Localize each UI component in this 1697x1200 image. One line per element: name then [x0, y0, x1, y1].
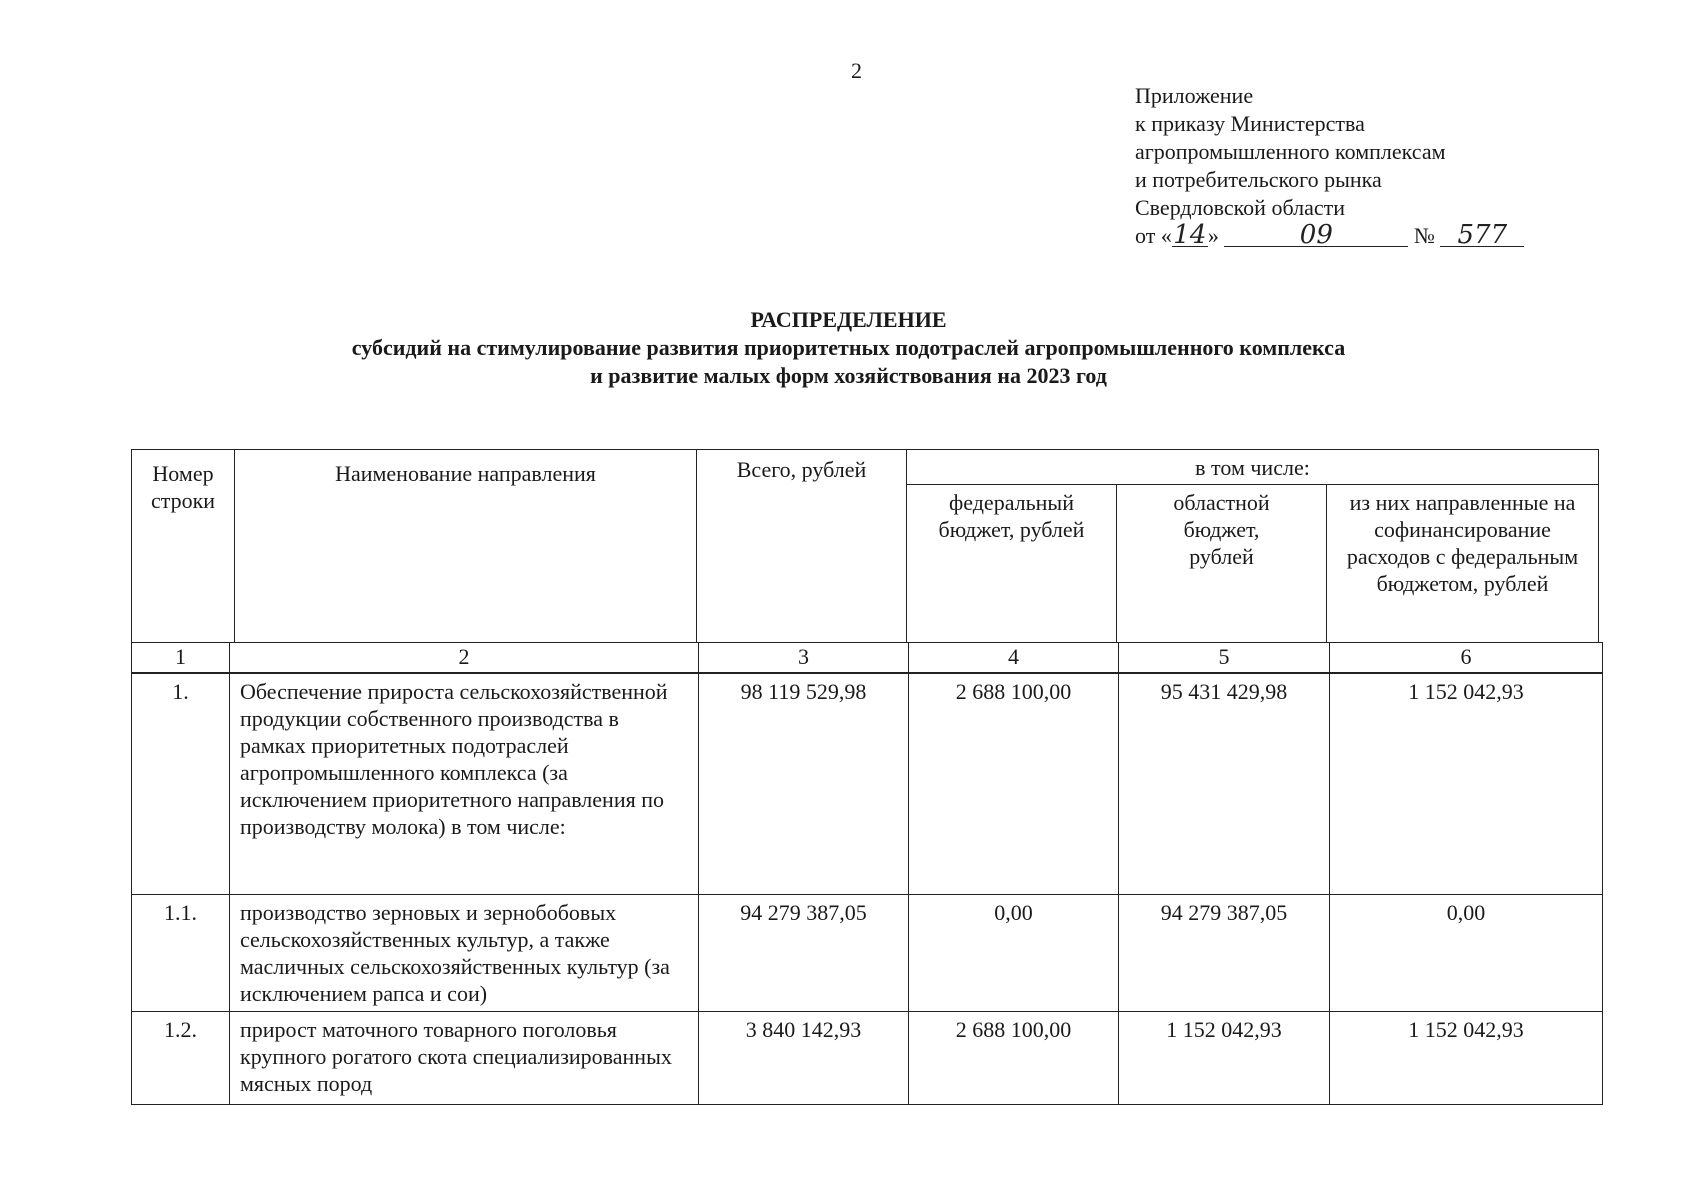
- date-prefix: от «: [1135, 223, 1172, 248]
- table-row: [132, 895, 1603, 1012]
- appendix-line: к приказу Министерства: [1135, 111, 1365, 136]
- row-name-cell: Обеспечение прироста сельскохозяйственной продукции собственного производства в рамках приоритетных подотраслей агропромышленного комплекса (за исключением приоритетного направления по производству молока) в том числе:: [230, 674, 699, 895]
- appendix-block: [1135, 82, 1524, 250]
- column-number: 2: [230, 643, 699, 673]
- page-number: 2: [851, 58, 862, 83]
- row-number-cell: 1.1.: [132, 895, 230, 1012]
- header-name: Наименование направления: [235, 450, 697, 643]
- row-regional-cell: 95 431 429,98: [1119, 674, 1330, 895]
- number-prefix: №: [1413, 223, 1435, 248]
- handwritten-month: 09: [1299, 220, 1333, 250]
- handwritten-number: 577: [1457, 220, 1508, 250]
- appendix-line: агропромышленного комплексам: [1135, 139, 1446, 164]
- row-federal-cell: 2 688 100,00: [909, 1012, 1119, 1105]
- row-total-cell: 94 279 387,05: [699, 895, 909, 1012]
- header-federal: федеральный бюджет, рублей: [907, 485, 1117, 643]
- header-regional: областной бюджет, рублей: [1117, 485, 1327, 643]
- row-number-cell: 1.: [132, 674, 230, 895]
- row-total-cell: 3 840 142,93: [699, 1012, 909, 1105]
- title-line-2: субсидий на стимулирование развития приоритетных подотраслей агропромышленного комплекса: [351, 335, 1346, 360]
- column-number: 1: [132, 643, 230, 673]
- row-cofinancing-cell: 0,00: [1330, 895, 1603, 1012]
- header-total: Всего, рублей: [697, 450, 907, 643]
- header-row-number: Номер строки: [132, 450, 235, 643]
- table-row: [132, 674, 1603, 895]
- table-body: [131, 673, 1603, 1105]
- header-cofinancing: из них направленные на софинансирование расходов с федеральным бюджетом, рублей: [1327, 485, 1599, 643]
- appendix-line: и потребительского рынка: [1135, 167, 1382, 192]
- row-regional-cell: 1 152 042,93: [1119, 1012, 1330, 1105]
- row-number-cell: 1.2.: [132, 1012, 230, 1105]
- row-name-cell: прирост маточного товарного поголовья крупного рогатого скота специализированных мясных пород: [230, 1012, 699, 1105]
- column-number: 6: [1330, 643, 1603, 673]
- row-cofinancing-cell: 1 152 042,93: [1330, 1012, 1603, 1105]
- row-name-cell: производство зерновых и зернобобовых сельскохозяйственных культур, а также масличных сельскохозяйственных культур (за исключением рапса и сои): [230, 895, 699, 1012]
- document-title: [0, 306, 1697, 390]
- table-row: [132, 1012, 1603, 1105]
- column-number-row: [131, 642, 1603, 673]
- table-header: [131, 449, 1599, 643]
- row-cofinancing-cell: 1 152 042,93: [1330, 674, 1603, 895]
- row-regional-cell: 94 279 387,05: [1119, 895, 1330, 1012]
- row-federal-cell: 2 688 100,00: [909, 674, 1119, 895]
- appendix-line: Приложение: [1135, 83, 1254, 108]
- row-federal-cell: 0,00: [909, 895, 1119, 1012]
- appendix-line: Свердловской области: [1135, 195, 1345, 220]
- date-mid: »: [1207, 223, 1219, 248]
- title-line-1: РАСПРЕДЕЛЕНИЕ: [750, 307, 947, 332]
- column-number: 4: [909, 643, 1119, 673]
- row-total-cell: 98 119 529,98: [699, 674, 909, 895]
- handwritten-day: 14: [1173, 220, 1207, 250]
- column-number: 5: [1119, 643, 1330, 673]
- column-number: 3: [699, 643, 909, 673]
- title-line-3: и развитие малых форм хозяйствования на 2023 год: [590, 363, 1107, 388]
- order-date-line: [1135, 222, 1524, 250]
- header-including: в том числе:: [907, 450, 1599, 485]
